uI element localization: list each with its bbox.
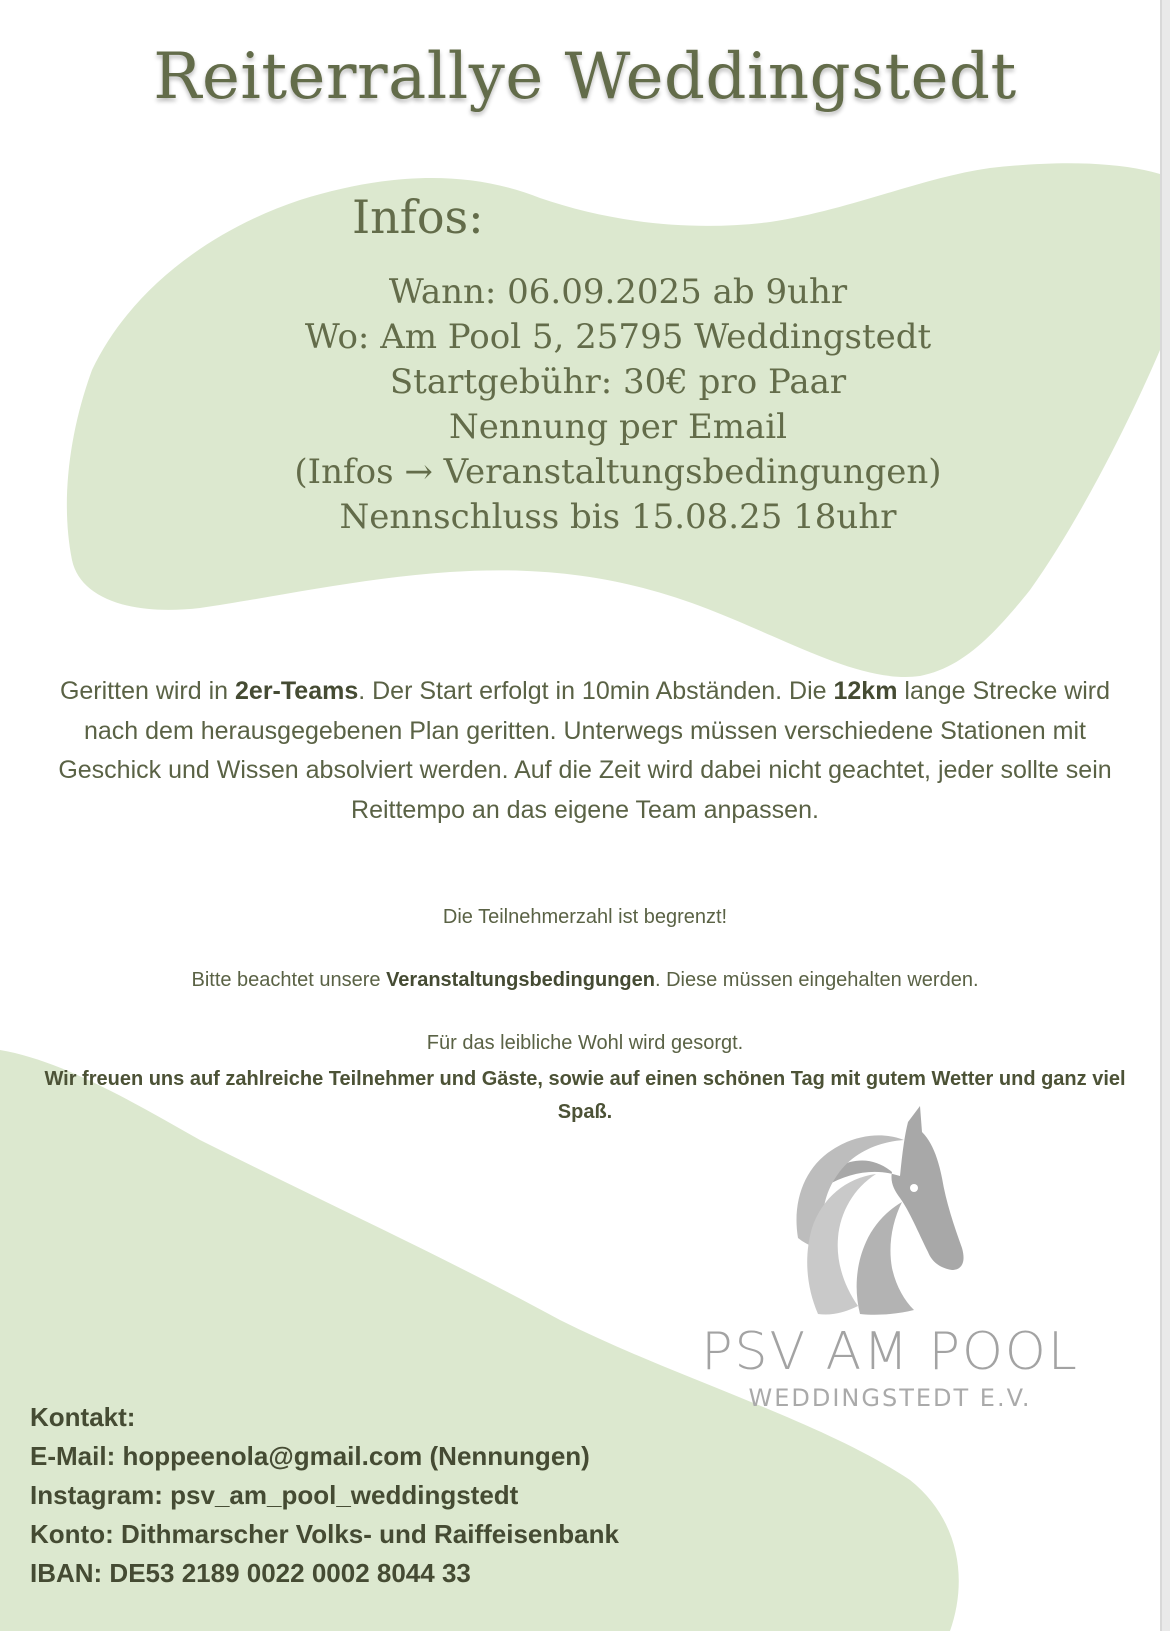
page-title: Reiterrallye Weddingstedt <box>153 40 1017 114</box>
info-line-date: Wann: 06.09.2025 ab 9uhr <box>388 272 848 312</box>
description-part: . Der Start erfolgt in 10min Abständen. Die <box>358 677 834 705</box>
horse-head-icon <box>670 1102 1110 1322</box>
rules-note-before: Bitte beachtet unsere <box>191 969 387 991</box>
infos-heading: Infos: <box>352 190 484 244</box>
rules-note-after: . Diese müssen eingehalten werden. <box>654 969 979 991</box>
info-list <box>200 270 1036 540</box>
catering-note: Für das leibliche Wohl wird gesorgt. <box>426 1032 744 1054</box>
info-line-conditions: (Infos → Veranstaltungsbedingungen) <box>294 452 942 492</box>
contact-heading: Kontakt: <box>30 1402 136 1432</box>
contact-bank: Konto: Dithmarscher Volks- und Raiffeisenbank <box>30 1519 619 1549</box>
info-line-fee: Startgebühr: 30€ pro Paar <box>389 362 847 402</box>
info-line-deadline: Nennschluss bis 15.08.25 18uhr <box>339 497 897 537</box>
logo-subtitle: WEDDINGSTEDT E.V. <box>748 1384 1032 1412</box>
info-line-location: Wo: Am Pool 5, 25795 Weddingstedt <box>304 317 932 357</box>
description-bold-distance: 12km <box>833 677 898 705</box>
participant-limit-note: Die Teilnehmerzahl ist begrenzt! <box>442 906 728 928</box>
event-description <box>40 672 1130 830</box>
description-bold-teams: 2er-Teams <box>235 677 359 705</box>
club-logo <box>670 1102 1110 1412</box>
contact-instagram: Instagram: psv_am_pool_weddingstedt <box>30 1480 519 1510</box>
logo-title: PSV AM POOL <box>701 1322 1079 1382</box>
contact-email: E-Mail: hoppeenola@gmail.com (Nennungen) <box>30 1441 590 1471</box>
description-part: lange Strecke wird nach dem herausgegebenen Plan geritten. Unterwegs müssen verschiedene Stationen mit Geschick und Wissen absolviert werden. Auf die Zeit wird dabei nicht geachtet, jeder sollte sein Reittempo an das eigene Team anpassen. <box>58 677 1112 824</box>
description-part: Geritten wird in <box>59 677 236 705</box>
thanks-note: Wir freuen uns auf zahlreiche Teilnehmer und Gäste, sowie auf einen schönen Tag mit gutem Wetter und ganz viel Spaß. <box>44 1068 1126 1123</box>
contact-block <box>30 1398 619 1593</box>
info-line-registration: Nennung per Email <box>448 407 788 447</box>
rules-note-bold: Veranstaltungsbedingungen <box>386 969 655 991</box>
rules-note <box>20 969 1150 992</box>
contact-iban: IBAN: DE53 2189 0022 0002 8044 33 <box>30 1558 471 1588</box>
